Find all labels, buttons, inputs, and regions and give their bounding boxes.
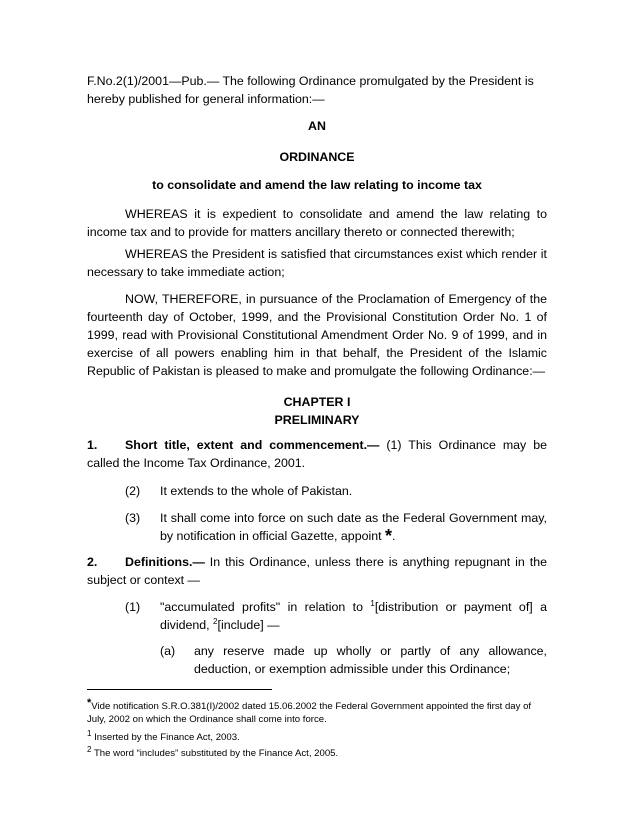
footnote-1: $^1$ Inserted by the Finance Act, 2003.	[87, 729, 240, 743]
preamble-whereas-2: WHEREAS the President is satisfied that circumstances exist which render it necessary to take immediate action;	[87, 247, 547, 279]
def-1-number: (1)	[125, 600, 141, 614]
section-1-title: Short title, extent and commencement.—	[125, 438, 380, 452]
chapter-title: PRELIMINARY	[274, 413, 360, 427]
footnote-ref-1: 1	[370, 599, 375, 608]
def-1a-number: (a)	[160, 644, 176, 658]
definition-1	[125, 598, 547, 634]
preamble-whereas-1: WHEREAS it is expedient to consolidate and amend the law relating to income tax and to provide for matters ancillary thereto or connected therewith;	[87, 207, 547, 239]
chapter-number: CHAPTER I	[283, 395, 351, 409]
sub-3-number: (3)	[125, 511, 141, 525]
heading-ordinance: ORDINANCE	[279, 150, 355, 164]
section-1-sub-2	[125, 482, 547, 500]
footnote-ref-2: 2	[213, 617, 218, 626]
section-2-title: Definitions.—	[125, 555, 205, 569]
footnote-star-mark: *	[385, 526, 393, 546]
footnote-star: *Vide notification S.R.O.381(I)/2002 dated 15.06.2002 the Federal Government appointed the first day of July, 2002 on which the Ordinance shall come into force.	[87, 697, 532, 725]
subtitle: to consolidate and amend the law relating to income tax	[152, 178, 482, 192]
intro-paragraph: F.No.2(1)/2001—Pub.— The following Ordinance promulgated by the President is hereby published for general information:—	[87, 74, 534, 106]
section-1-text: (1) This Ordinance may be called the Income Tax Ordinance, 2001.	[87, 438, 547, 470]
definition-1-a	[160, 642, 547, 678]
section-2-text: In this Ordinance, unless there is anything repugnant in the subject or context —	[87, 555, 547, 587]
preamble-now-therefore: NOW, THEREFORE, in pursuance of the Proclamation of Emergency of the fourteenth day of October, 1999, and the Provisional Constitution Order No. 1 of 1999, read with Provisional Constitutional Amendment Order No. 9 of 1999, and in exercise of all powers enabling him in that behalf, the President of the Islamic Republic of Pakistan is pleased to make and promulgate the following Ordinance:—	[87, 292, 547, 378]
heading-an: AN	[308, 119, 326, 133]
sub-3-text: It shall come into force on such date as the Federal Government may, by notification in official Gazette, appoint *.	[160, 511, 547, 546]
section-1-sub-3	[125, 509, 547, 545]
def-1a-text: any reserve made up wholly or partly of any allowance, deduction, or exemption admissible under this Ordinance;	[194, 644, 547, 676]
footnote-divider	[87, 689, 272, 690]
sub-2-number: (2)	[125, 484, 141, 498]
section-2-number: 2.	[87, 555, 98, 569]
footnote-2: $^2$ The word “includes” substituted by the Finance Act, 2005.	[87, 745, 339, 759]
def-1-text: "accumulated profits" in relation to $^1$[distribution or payment of] a dividend, $^2$[include] —	[160, 599, 547, 632]
section-2	[87, 553, 547, 589]
section-1-number: 1.	[87, 438, 98, 452]
sub-2-text: It extends to the whole of Pakistan.	[160, 484, 353, 498]
section-1	[87, 436, 547, 472]
